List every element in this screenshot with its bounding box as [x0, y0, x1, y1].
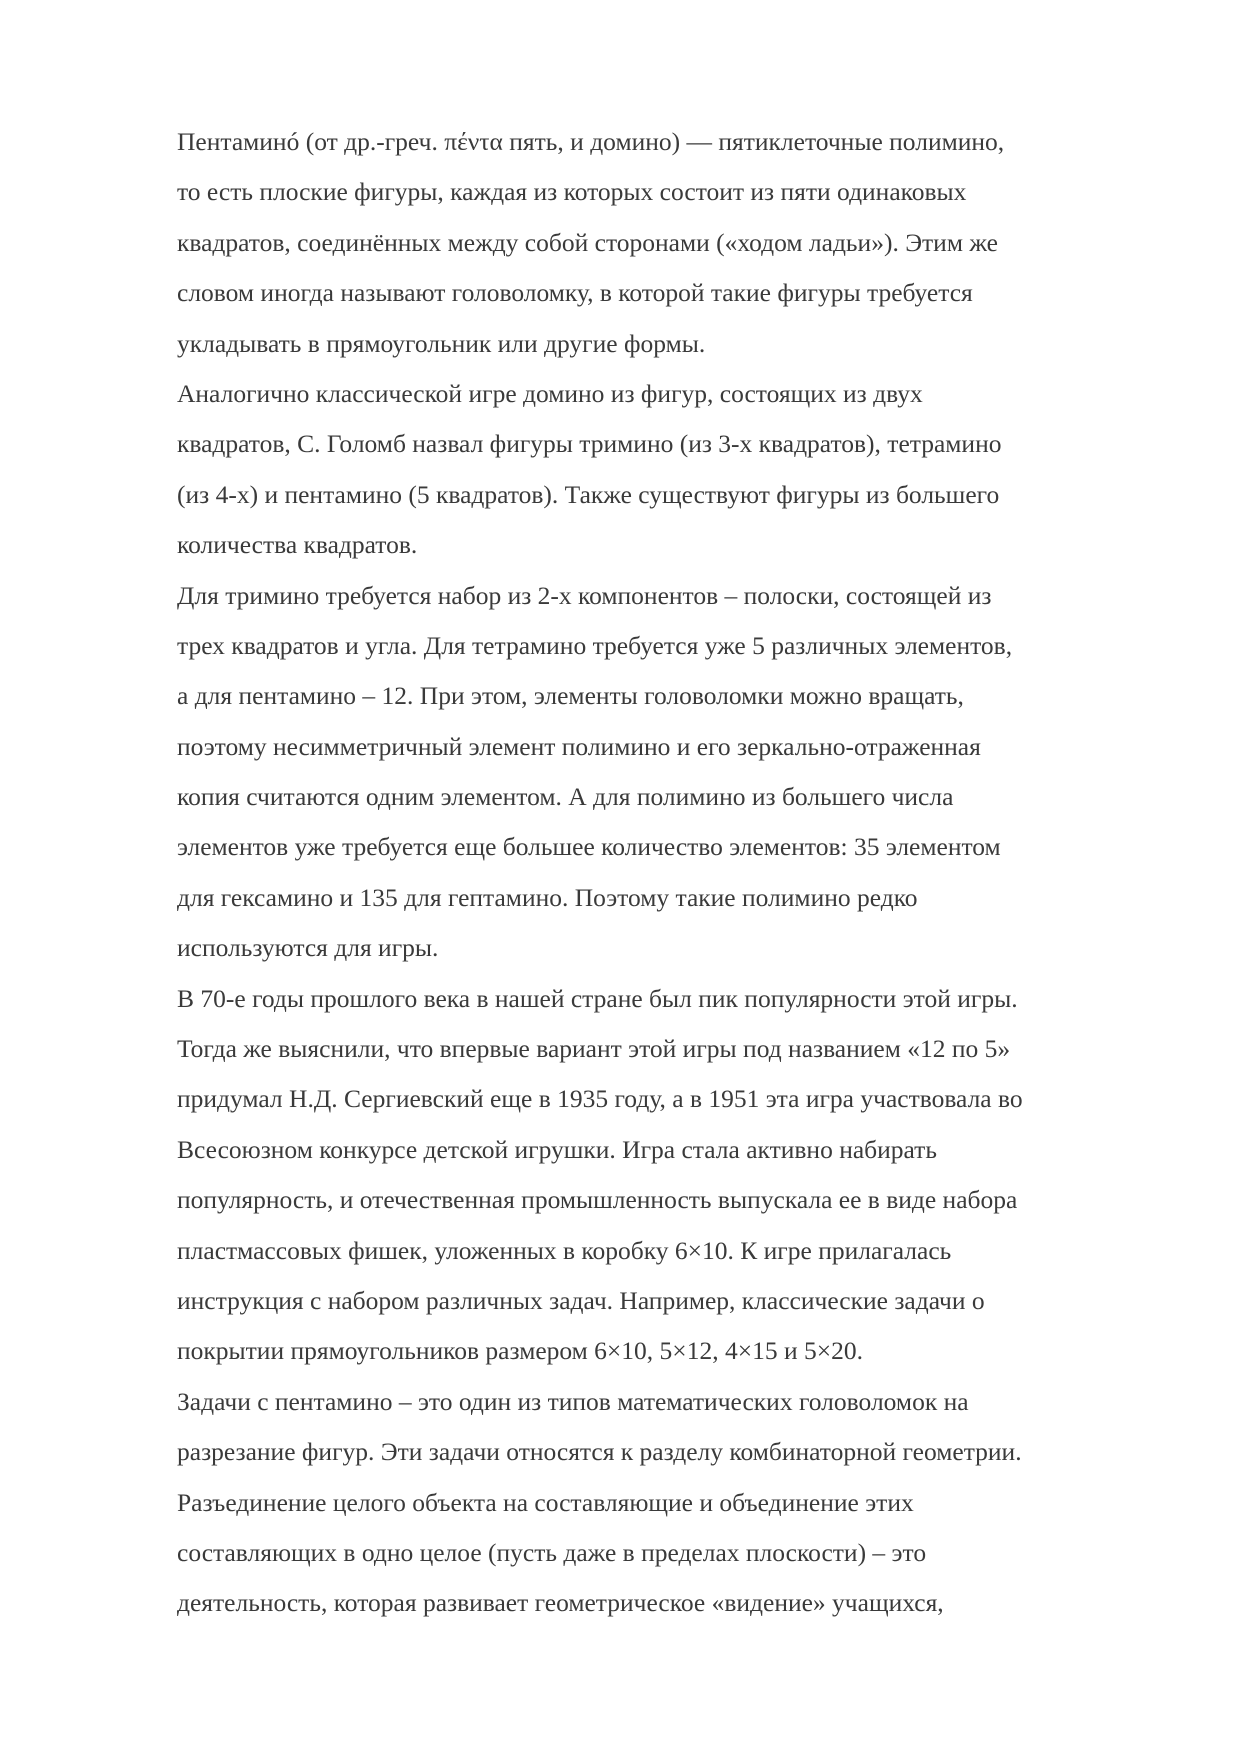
text-line: покрытии прямоугольников размером 6×10, 5×12, 4×15 и 5×20. [177, 1336, 863, 1366]
text-line: составляющих в одно целое (пусть даже в пределах плоскости) – это [177, 1537, 927, 1567]
text-line: В 70-е годы прошлого века в нашей стране был пик популярности этой игры. [177, 983, 1018, 1013]
text-line: квадратов, соединённых между собой сторонами («ходом ладьи»). Этим же [177, 227, 998, 257]
text-line: словом иногда называют головоломку, в которой такие фигуры требуется [177, 278, 973, 308]
text-line: а для пентамино – 12. При этом, элементы головоломки можно вращать, [177, 681, 964, 711]
text-line: разрезание фигур. Эти задачи относятся к разделу комбинаторной геометрии. [177, 1437, 1022, 1467]
text-line: Для тримино требуется набор из 2-х компонентов – полоски, состоящей из [177, 580, 992, 610]
text-line: Пентаминó (от др.-греч. πέντα пять, и домино) — пятиклеточные полимино, [177, 127, 1005, 156]
text-line: Разъединение целого объекта на составляющие и объединение этих [177, 1487, 914, 1517]
text-line: квадратов, С. Голомб назвал фигуры тримино (из 3-х квадратов), тетрамино [177, 429, 1002, 459]
text-line: Тогда же выяснили, что впервые вариант этой игры под названием «12 по 5» [177, 1034, 1011, 1064]
text-line: трех квадратов и угла. Для тетрамино требуется уже 5 различных элементов, [177, 630, 1013, 660]
text-line: поэтому несимметричный элемент полимино и его зеркально-отраженная [177, 731, 981, 761]
text-line: количества квадратов. [177, 530, 418, 560]
text-line: инструкция с набором различных задач. Например, классические задачи о [177, 1285, 985, 1315]
text-line: Аналогично классической игре домино из фигур, состоящих из двух [177, 378, 923, 408]
text-line: элементов уже требуется еще большее количество элементов: 35 элементом [177, 832, 1001, 862]
text-line: пластмассовых фишек, уложенных в коробку 6×10. К игре прилагалась [177, 1235, 952, 1265]
text-line: используются для игры. [177, 933, 439, 963]
text-line: Задачи с пентамино – это один из типов математических головоломок на [177, 1386, 969, 1416]
text-line: придумал Н.Д. Сергиевский еще в 1935 году, а в 1951 эта игра участвовала во [177, 1084, 1023, 1114]
text-line: укладывать в прямоугольник или другие формы. [177, 328, 706, 358]
body-text [177, 117, 1177, 1629]
text-line: для гексамино и 135 для гептамино. Поэтому такие полимино редко [177, 882, 918, 912]
text-line: Всесоюзном конкурсе детской игрушки. Игра стала активно набирать [177, 1134, 937, 1164]
text-line: популярность, и отечественная промышленность выпускала ее в виде набора [177, 1185, 1018, 1215]
text-line: деятельность, которая развивает геометрическое «видение» учащихся, [177, 1588, 944, 1618]
text-line: то есть плоские фигуры, каждая из которых состоит из пяти одинаковых [177, 177, 967, 207]
text-line: копия считаются одним элементом. А для полимино из большего числа [177, 782, 954, 812]
text-line: (из 4-х) и пентамино (5 квадратов). Также существуют фигуры из большего [177, 479, 1000, 509]
